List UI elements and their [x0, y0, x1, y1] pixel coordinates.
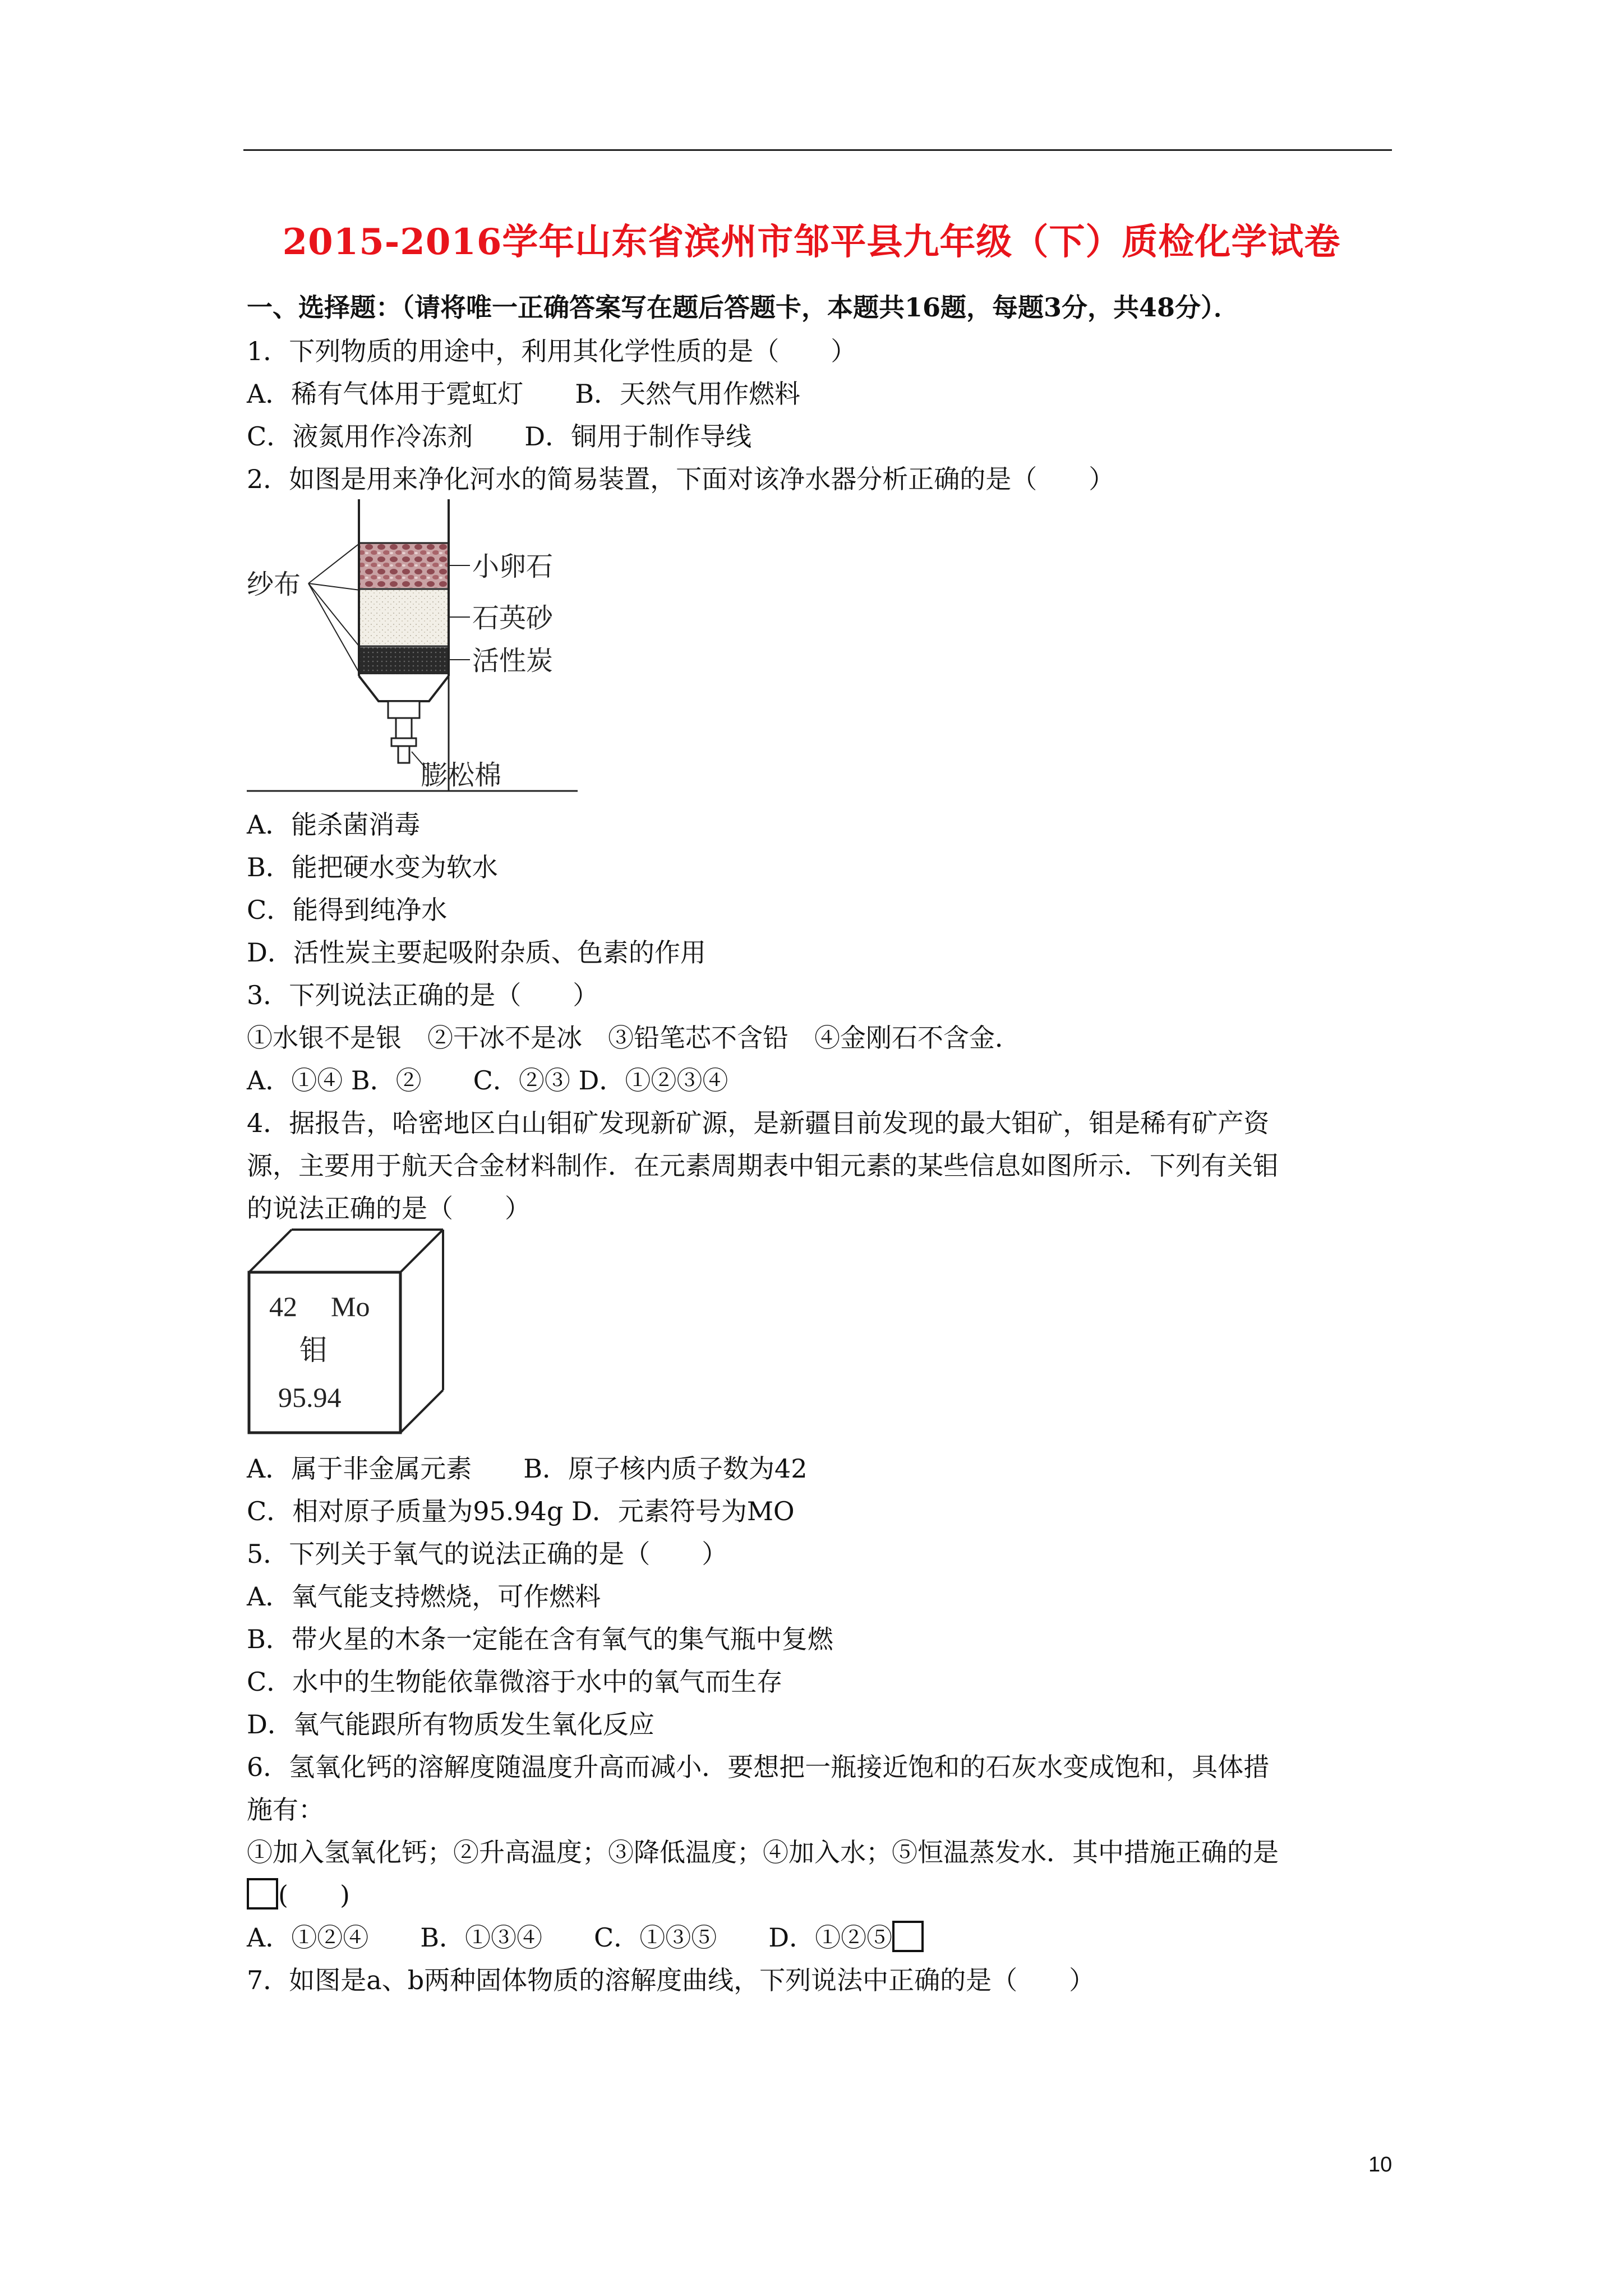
element-name: 钼	[299, 1334, 328, 1366]
label-quartz-sand: 石英砂	[472, 602, 554, 634]
quartz-sand-layer	[360, 590, 448, 645]
element-symbol: Mo	[331, 1291, 370, 1322]
section-heading: 一、选择题：（请将唯一正确答案写在题后答题卡，本题共16题，每题3分，共48分）．	[247, 292, 1240, 323]
header-rule	[243, 149, 1392, 151]
page-number: 10	[1368, 2153, 1393, 2177]
question-2-option-d: D．活性炭主要起吸附杂质、色素的作用	[247, 937, 706, 968]
question-4-line-2: 源，主要用于航天合金材料制作．在元素周期表中钼元素的某些信息如图所示．下列有关钼	[247, 1151, 1279, 1181]
question-7: 7．如图是a、b两种固体物质的溶解度曲线，下列说法中正确的是（ ）	[247, 1965, 1095, 1995]
question-2-option-b: B．能把硬水变为软水	[247, 852, 498, 882]
water-filter-figure	[241, 494, 578, 797]
question-5-option-c: C．水中的生物能依靠微溶于水中的氧气而生存	[247, 1667, 783, 1697]
answer-parens: ( )	[278, 1880, 350, 1910]
label-pebbles: 小卵石	[472, 551, 554, 582]
question-3-statements: ①水银不是银 ②干冰不是冰 ③铅笔芯不含铅 ④金刚石不含金．	[247, 1023, 1021, 1053]
pebble-layer	[360, 543, 448, 588]
question-1: 1．下列物质的用途中，利用其化学性质的是（ ）	[247, 336, 857, 366]
question-6-line-3: ①加入氢氧化钙；②升高温度；③降低温度；④加入水；⑤恒温蒸发水．其中措施正确的是	[247, 1837, 1279, 1867]
blank-box	[892, 1921, 924, 1952]
question-5-option-d: D．氧气能跟所有物质发生氧化反应	[247, 1709, 654, 1740]
blank-box	[247, 1878, 278, 1910]
question-6-options: A．①②④ B．①③④ C．①③⑤ D．①②⑤	[247, 1922, 893, 1953]
question-1-options-ab: A．稀有气体用于霓虹灯 B．天然气用作燃料	[247, 379, 801, 409]
question-2-option-a: A．能杀菌消毒	[247, 809, 421, 840]
element-card-figure	[247, 1227, 449, 1435]
label-gauze: 纱布	[247, 569, 301, 600]
question-6-line-4	[247, 1875, 350, 1912]
question-5-option-b: B．带火星的木条一定能在含有氧气的集气瓶中复燃	[247, 1624, 833, 1654]
question-4-options-cd: C．相对原子质量为95.94g D．元素符号为MO	[247, 1496, 795, 1526]
question-5: 5．下列关于氧气的说法正确的是（ ）	[247, 1539, 728, 1569]
question-2-option-c: C．能得到纯净水	[247, 895, 448, 925]
question-3: 3．下列说法正确的是（ ）	[247, 980, 599, 1010]
activated-carbon-layer	[360, 647, 448, 674]
label-activated-carbon: 活性炭	[472, 645, 554, 677]
question-3-options: A．①④ B．② C．②③ D．①②③④	[247, 1065, 728, 1096]
question-4-line-3: 的说法正确的是（ ）	[247, 1193, 531, 1223]
label-cotton: 膨松棉	[421, 760, 502, 791]
question-6-line-2: 施有：	[247, 1795, 324, 1825]
page-title: 2015-2016学年山东省滨州市邹平县九年级（下）质检化学试卷	[282, 221, 1341, 263]
question-5-option-a: A．氧气能支持燃烧，可作燃料	[247, 1581, 601, 1612]
question-6-options-row	[247, 1917, 924, 1954]
question-1-options-cd: C．液氮用作冷冻剂 D．铜用于制作导线	[247, 421, 752, 452]
question-4-options-ab: A．属于非金属元素 B．原子核内质子数为42	[247, 1453, 808, 1484]
element-mass: 95.94	[278, 1382, 342, 1413]
question-6-line-1: 6．氢氧化钙的溶解度随温度升高而减小．要想把一瓶接近饱和的石灰水变成饱和，具体措	[247, 1752, 1270, 1782]
question-2: 2．如图是用来净化河水的简易装置，下面对该净水器分析正确的是（ ）	[247, 464, 1115, 494]
question-4-line-1: 4．据报告，哈密地区白山钼矿发现新矿源，是新疆目前发现的最大钼矿，钼是稀有矿产资	[247, 1108, 1270, 1138]
element-number: 42	[269, 1291, 297, 1322]
